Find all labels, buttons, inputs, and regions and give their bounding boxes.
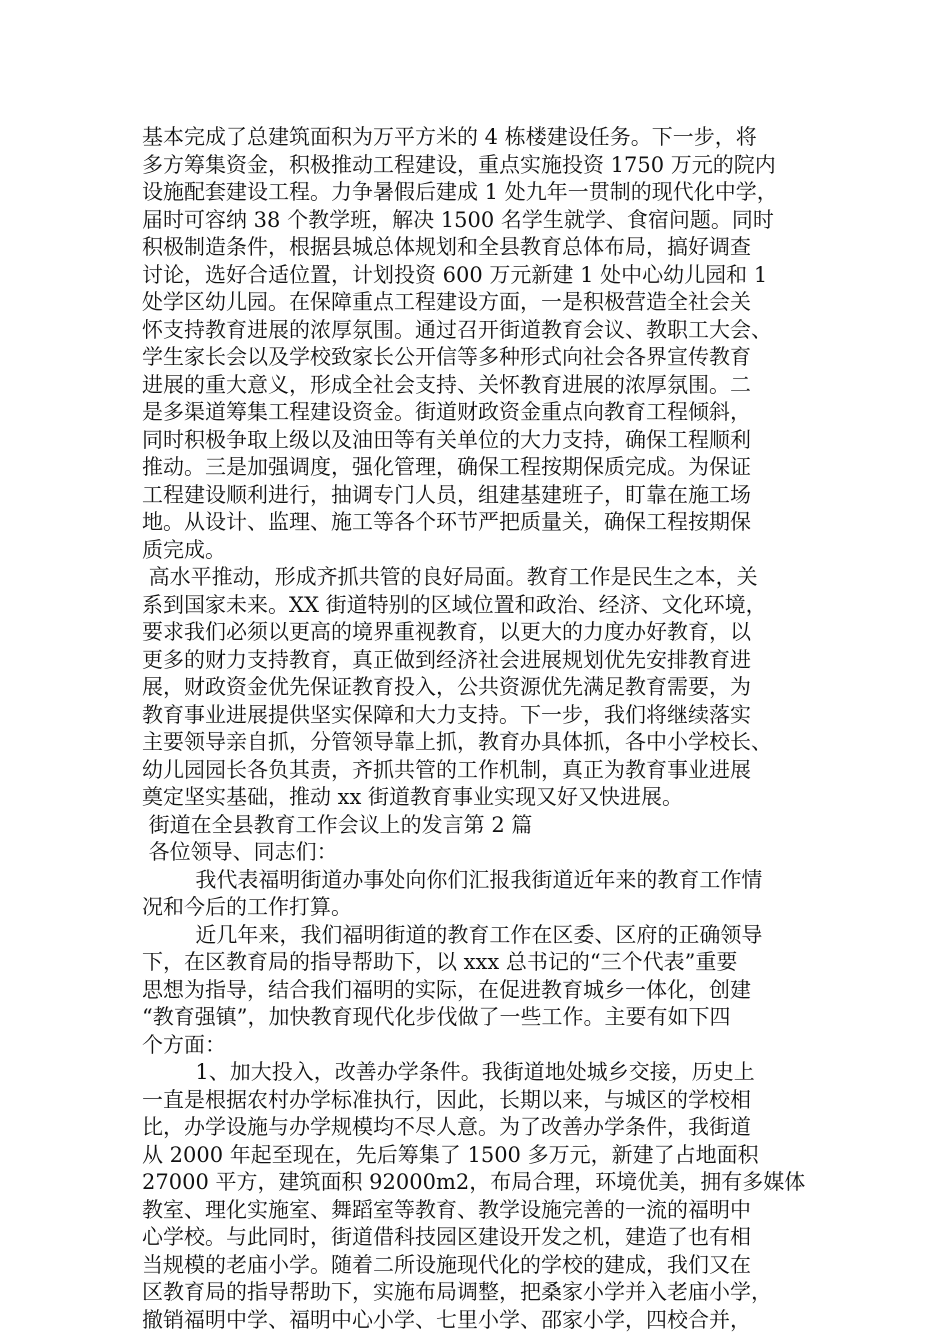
text-line: 从 2000 年起至现在，先后筹集了 1500 多万元，新建了占地面积 bbox=[142, 1142, 759, 1167]
text-line: 高水平推动，形成齐抓共管的良好局面。教育工作是民生之本，关 bbox=[142, 565, 758, 589]
text-line: 地。从设计、监理、施工等各个环节严把质量关，确保工程按期保 bbox=[142, 510, 751, 534]
text-line: 更多的财力支持教育，真正做到经济社会进展规划优先安排教育进 bbox=[142, 647, 751, 672]
text-line: 届时可容纳 38 个教学班，解决 1500 名学生就学、食宿问题。同时 bbox=[142, 207, 774, 232]
text-line: 主要领导亲自抓，分管领导靠上抓，教育办具体抓，各中小学校长、 bbox=[142, 730, 772, 754]
text-line: 我代表福明街道办事处向你们汇报我街道近年来的教育工作情 bbox=[142, 867, 763, 892]
text-line: 积极制造条件，根据县城总体规划和全县教育总体布局，搞好调查 bbox=[142, 235, 751, 259]
text-line: 讨论，选好合适位置，计划投资 600 万元新建 1 处中心幼儿园和 1 bbox=[142, 262, 768, 287]
text-line: 推动。三是加强调度，强化管理，确保工程按期保质完成。为保证 bbox=[142, 455, 751, 479]
text-line: 一直是根据农村办学标准执行，因此，长期以来，与城区的学校相 bbox=[142, 1087, 751, 1112]
text-line: 1、加大投入，改善办学条件。我街道地处城乡交接，历史上 bbox=[142, 1060, 755, 1084]
text-line: 近几年来，我们福明街道的教育工作在区委、区府的正确领导 bbox=[142, 922, 763, 947]
text-line: 是多渠道筹集工程建设资金。街道财政资金重点向教育工程倾斜， bbox=[142, 400, 751, 424]
text-line: 质完成。 bbox=[142, 537, 226, 562]
text-line: 奠定坚实基础，推动 xx 街道教育事业实现又好又快进展。 bbox=[142, 785, 684, 809]
text-line: 怀支持教育进展的浓厚氛围。通过召开街道教育会议、教职工大会、 bbox=[142, 317, 772, 342]
text-line: 进展的重大意义，形成全社会支持、关怀教育进展的浓厚氛围。二 bbox=[142, 372, 751, 397]
text-line: “教育强镇”，加快教育现代化步伐做了一些工作。主要有如下四 bbox=[142, 1005, 731, 1029]
text-line: 区教育局的指导帮助下，实施布局调整，把桑家小学并入老庙小学， bbox=[142, 1280, 772, 1304]
text-line: 当规模的老庙小学。随着二所设施现代化的学校的建成，我们又在 bbox=[142, 1252, 751, 1277]
text-line: 思想为指导，结合我们福明的实际，在促进教育城乡一体化，创建 bbox=[142, 977, 751, 1002]
text-line: 工程建设顺利进行，抽调专门人员，组建基建班子，盯靠在施工场 bbox=[142, 482, 751, 507]
text-line: 教室、理化实施室、舞蹈室等教育、教学设施完善的一流的福明中 bbox=[142, 1197, 751, 1222]
text-line: 心学校。与此同时，街道借科技园区建设开发之机，建造了也有相 bbox=[142, 1225, 751, 1249]
text-line: 同时积极争取上级以及油田等有关单位的大力支持，确保工程顺利 bbox=[142, 427, 751, 452]
text-line: 展，财政资金优先保证教育投入，公共资源优先满足教育需要，为 bbox=[142, 675, 751, 699]
text-line: 处学区幼儿园。在保障重点工程建设方面，一是积极营造全社会关 bbox=[142, 290, 751, 314]
text-line: 系到国家未来。XX 街道特别的区域位置和政治、经济、文化环境， bbox=[142, 592, 767, 617]
text-line: 各位领导、同志们： bbox=[142, 840, 338, 864]
text-line: 教育事业进展提供坚实保障和大力支持。下一步，我们将继续落实 bbox=[142, 702, 751, 727]
text-line: 基本完成了总建筑面积为万平方米的 4 栋楼建设任务。下一步，将 bbox=[142, 125, 757, 149]
text-line: 要求我们必须以更高的境界重视教育，以更大的力度办好教育，以 bbox=[142, 620, 751, 644]
text-line: 比，办学设施与办学规模均不尽人意。为了改善办学条件，我街道 bbox=[142, 1115, 751, 1139]
text-line: 设施配套建设工程。力争暑假后建成 1 处九年一贯制的现代化中学， bbox=[142, 180, 778, 204]
text-line: 27000 平方，建筑面积 92000m2，布局合理，环境优美，拥有多媒体 bbox=[142, 1170, 806, 1194]
document-body bbox=[142, 124, 832, 1334]
text-line: 况和今后的工作打算。 bbox=[142, 895, 352, 919]
text-line: 多方筹集资金，积极推动工程建设，重点实施投资 1750 万元的院内 bbox=[142, 152, 776, 177]
text-line: 街道在全县教育工作会议上的发言第 2 篇 bbox=[142, 812, 533, 837]
text-line: 幼儿园园长各负其责，齐抓共管的工作机制，真正为教育事业进展 bbox=[142, 757, 751, 782]
text-line: 学生家长会以及学校致家长公开信等多种形式向社会各界宣传教育 bbox=[142, 345, 751, 369]
text-line: 个方面： bbox=[142, 1032, 226, 1057]
text-line: 撤销福明中学、福明中心小学、七里小学、邵家小学，四校合并， bbox=[142, 1307, 751, 1332]
text-line: 下，在区教育局的指导帮助下，以 xxx 总书记的“三个代表”重要 bbox=[142, 950, 738, 974]
